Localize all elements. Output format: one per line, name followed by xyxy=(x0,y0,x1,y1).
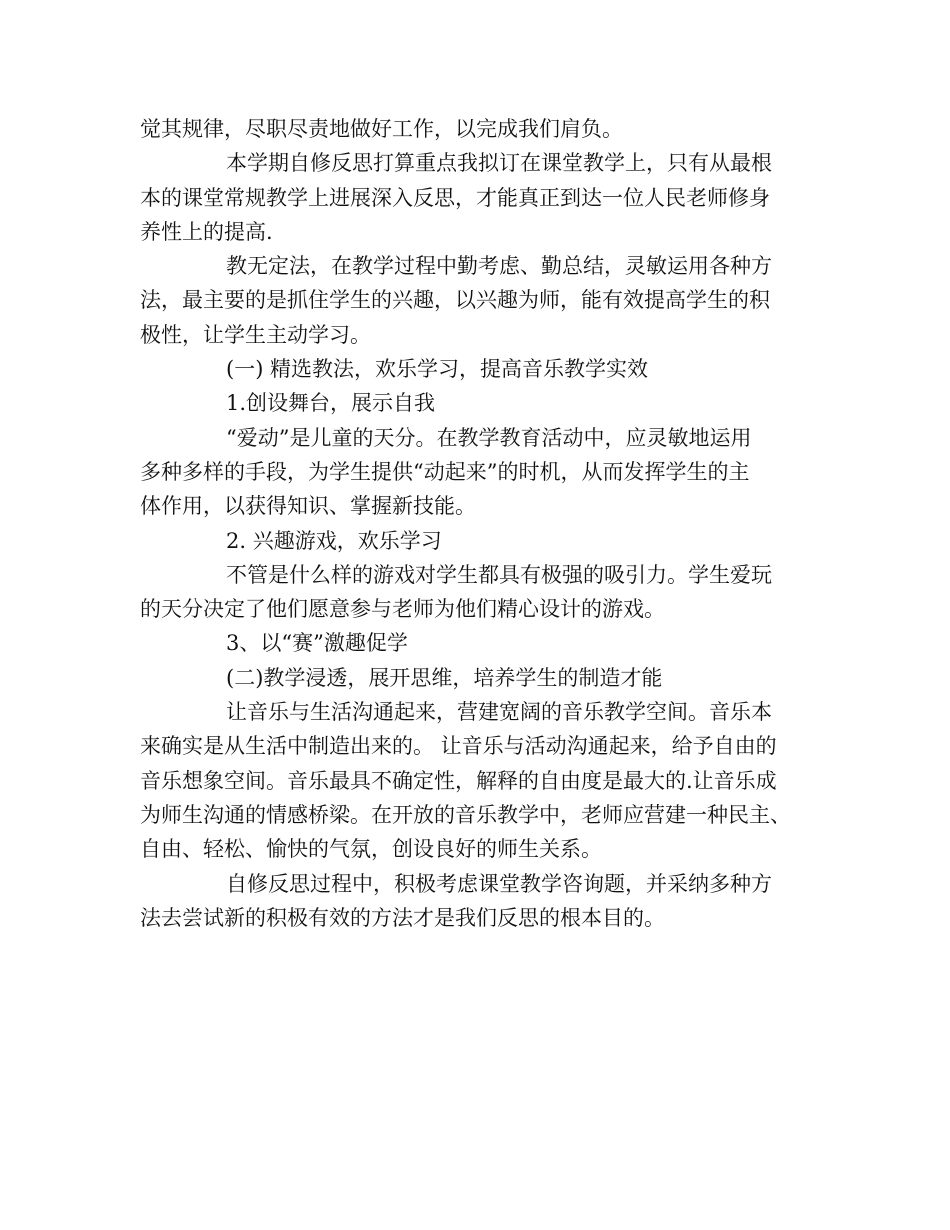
text-line: 不管是什么样的游戏对学生都具有极强的吸引力。学生爱玩 xyxy=(226,562,772,587)
text-line: 自由、轻松、愉快的气氛，创设良好的师生关系。 xyxy=(140,837,602,862)
subsection-heading: 3、以“赛”激趣促学 xyxy=(226,631,408,656)
text-line: 养性上的提高. xyxy=(140,219,273,244)
section-heading: (一) 精选教法，欢乐学习，提高音乐教学实效 xyxy=(226,357,649,382)
text-line: 极性，让学生主动学习。 xyxy=(140,322,371,347)
text-line: 的天分决定了他们愿意参与老师为他们精心设计的游戏。 xyxy=(140,597,665,622)
subsection-heading: 1.创设舞台，展示自我 xyxy=(226,391,436,416)
section-heading: (二)教学浸透，展开思维，培养学生的制造才能 xyxy=(226,665,663,690)
text-line: 法，最主要的是抓住学生的兴趣，以兴趣为师，能有效提高学生的积 xyxy=(140,288,770,313)
text-line: 来确实是从生活中制造出来的。 让音乐与活动沟通起来，给予自由的 xyxy=(140,734,777,759)
subsection-heading: 2. 兴趣游戏，欢乐学习 xyxy=(226,528,442,553)
text-line: “爱动”是儿童的天分。在教学教育活动中，应灵敏地运用 xyxy=(226,425,752,450)
text-line: 觉其规律，尽职尽责地做好工作，以完成我们肩负。 xyxy=(140,117,623,141)
text-line: 本的课堂常规教学上进展深入反思，才能真正到达一位人民老师修身 xyxy=(140,185,770,210)
text-line: 自修反思过程中，积极考虑课堂教学咨询题，并采纳多种方 xyxy=(226,871,772,896)
text-line: 为师生沟通的情感桥梁。在开放的音乐教学中，老师应营建一种民主、 xyxy=(140,802,791,827)
text-line: 音乐想象空间。音乐最具不确定性，解释的自由度是最大的.让音乐成 xyxy=(140,768,777,793)
text-line: 本学期自修反思打算重点我拟订在课堂教学上，只有从最根 xyxy=(226,151,772,176)
body-text xyxy=(140,112,830,935)
text-line: 教无定法，在教学过程中勤考虑、勤总结，灵敏运用各种方 xyxy=(226,254,772,279)
text-line: 法去尝试新的积极有效的方法才是我们反思的根本目的。 xyxy=(140,905,665,930)
text-line: 多种多样的手段，为学生提供“动起来”的时机，从而发挥学生的主 xyxy=(140,459,750,484)
text-line: 让音乐与生活沟通起来，营建宽阔的音乐教学空间。音乐本 xyxy=(226,700,772,725)
text-line: 体作用，以获得知识、掌握新技能。 xyxy=(140,494,476,519)
